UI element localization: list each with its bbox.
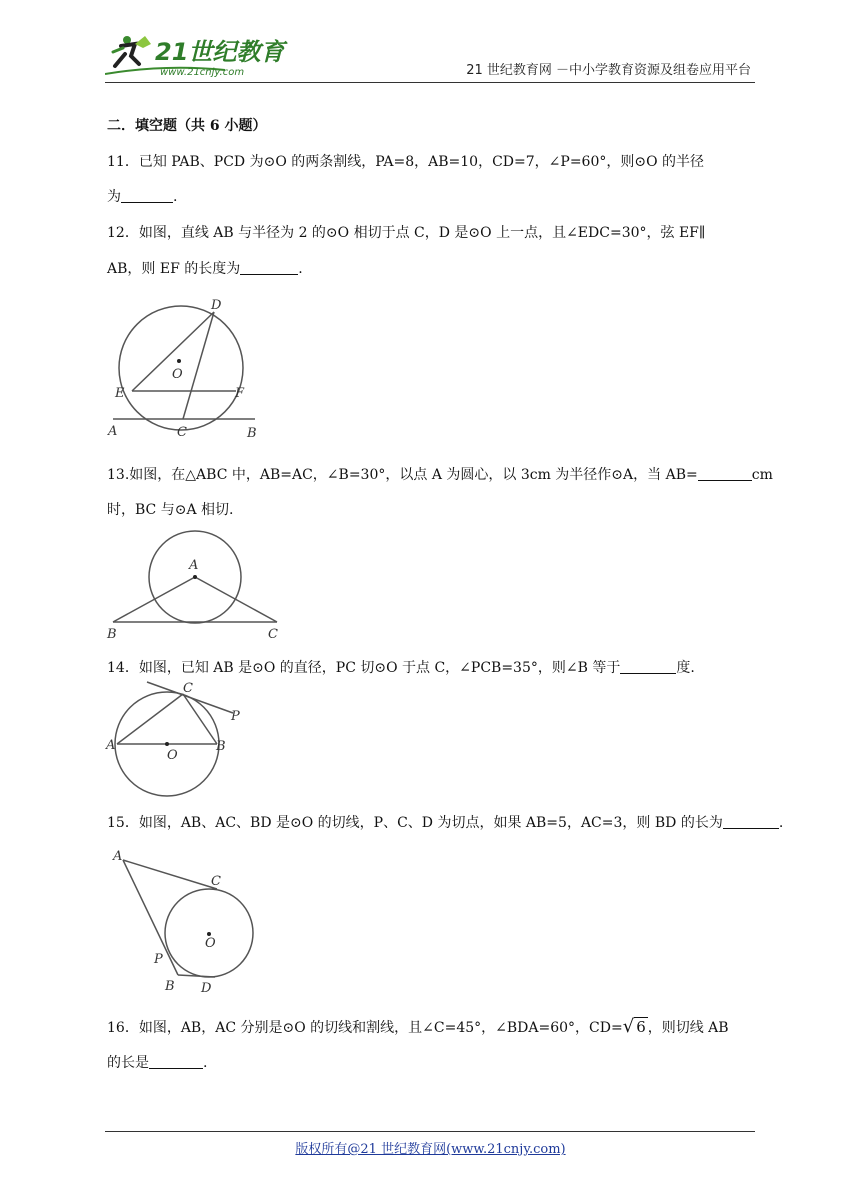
svg-text:www.21cnjy.com: www.21cnjy.com: [160, 67, 245, 78]
q11-suffix: .: [173, 189, 178, 205]
q11-line2: [107, 186, 177, 206]
q14-prefix: 14．如图，已知 AB 是⊙O 的直径，PC 切⊙O 于点 C，∠PCB=35°，则∠B 等于: [107, 660, 621, 676]
q15-line: [107, 812, 783, 832]
q13-line2: 时，BC 与⊙A 相切.: [107, 502, 234, 518]
q16-line1: [107, 1016, 729, 1037]
q16-answer-blank: [149, 1054, 203, 1069]
label-B: B: [247, 426, 257, 441]
q14-suffix: 度.: [676, 660, 695, 676]
q15-answer-blank: [723, 814, 779, 829]
q14-answer-blank: [620, 659, 676, 674]
header-tagline: 21 世纪教育网 －中小学教育资源及组卷应用平台: [466, 63, 751, 78]
label-B: B: [216, 739, 226, 754]
q12-line1: 12．如图，直线 AB 与半径为 2 的⊙O 相切于点 C，D 是⊙O 上一点，且∠EDC=30°，弦 EF∥: [107, 225, 706, 241]
q11-answer-blank: [121, 188, 173, 203]
label-D: D: [201, 981, 212, 996]
q16-prefix2: 的长是: [107, 1055, 149, 1071]
q14-line: [107, 657, 695, 677]
q13-prefix: 13.如图，在△ABC 中，AB=AC，∠B=30°，以点 A 为圆心，以 3cm 为半径作⊙A，当 AB=: [107, 467, 698, 483]
label-A: A: [108, 424, 118, 439]
label-O: O: [172, 367, 183, 382]
label-O: O: [205, 936, 216, 951]
label-C: C: [177, 425, 187, 440]
label-C: C: [268, 627, 278, 642]
label-B: B: [165, 979, 175, 994]
q12-suffix: .: [298, 261, 303, 277]
label-O: O: [167, 748, 178, 763]
label-P: P: [231, 709, 240, 724]
label-E: E: [115, 386, 125, 401]
figure-q15: [105, 845, 265, 1000]
label-C: C: [183, 681, 193, 696]
q12-answer-blank: [240, 260, 298, 275]
sqrt-radicand: 6: [636, 1018, 646, 1036]
label-C: C: [211, 874, 221, 889]
footer-copyright-link[interactable]: 版权所有@21 世纪教育网(www.21cnjy.com): [295, 1142, 566, 1157]
q16-suffix: ，则切线 AB: [647, 1020, 729, 1036]
q13-answer-blank: [698, 466, 752, 481]
sqrt-sign: √: [622, 1016, 635, 1037]
section-title: 二．填空题（共 6 小题）: [107, 118, 267, 134]
svg-text:21世纪教育: 21世纪教育: [155, 38, 285, 66]
figure-q12: [105, 295, 265, 445]
label-D: D: [211, 298, 222, 313]
q12-line2: [107, 258, 303, 278]
q15-prefix: 15．如图，AB、AC、BD 是⊙O 的切线，P、C、D 为切点，如果 AB=5，AC=3，则 BD 的长为: [107, 815, 723, 831]
figure-q14: [105, 678, 255, 798]
q16-line2: [107, 1052, 207, 1072]
q15-suffix: .: [778, 815, 784, 831]
q16-end: .: [203, 1055, 208, 1071]
q16-prefix: 16．如图，AB，AC 分别是⊙O 的切线和割线，且∠C=45°，∠BDA=60°，CD=: [107, 1020, 623, 1036]
label-A: A: [189, 558, 199, 573]
label-A: A: [113, 849, 123, 864]
figure-q13: [105, 525, 290, 645]
site-logo: [105, 30, 290, 80]
footer-divider: [105, 1131, 755, 1132]
q11-prefix: 为: [107, 189, 121, 205]
q13-unit: cm: [751, 467, 773, 483]
page-header: [105, 30, 755, 83]
label-F: F: [235, 386, 245, 401]
q13-line1: [107, 464, 773, 484]
label-B: B: [107, 627, 117, 642]
q11-line1: 11．已知 PAB、PCD 为⊙O 的两条割线，PA=8，AB=10，CD=7，∠P=60°，则⊙O 的半径: [107, 154, 705, 170]
label-P: P: [154, 952, 163, 967]
label-A: A: [106, 738, 116, 753]
q12-prefix: AB，则 EF 的长度为: [107, 261, 241, 277]
